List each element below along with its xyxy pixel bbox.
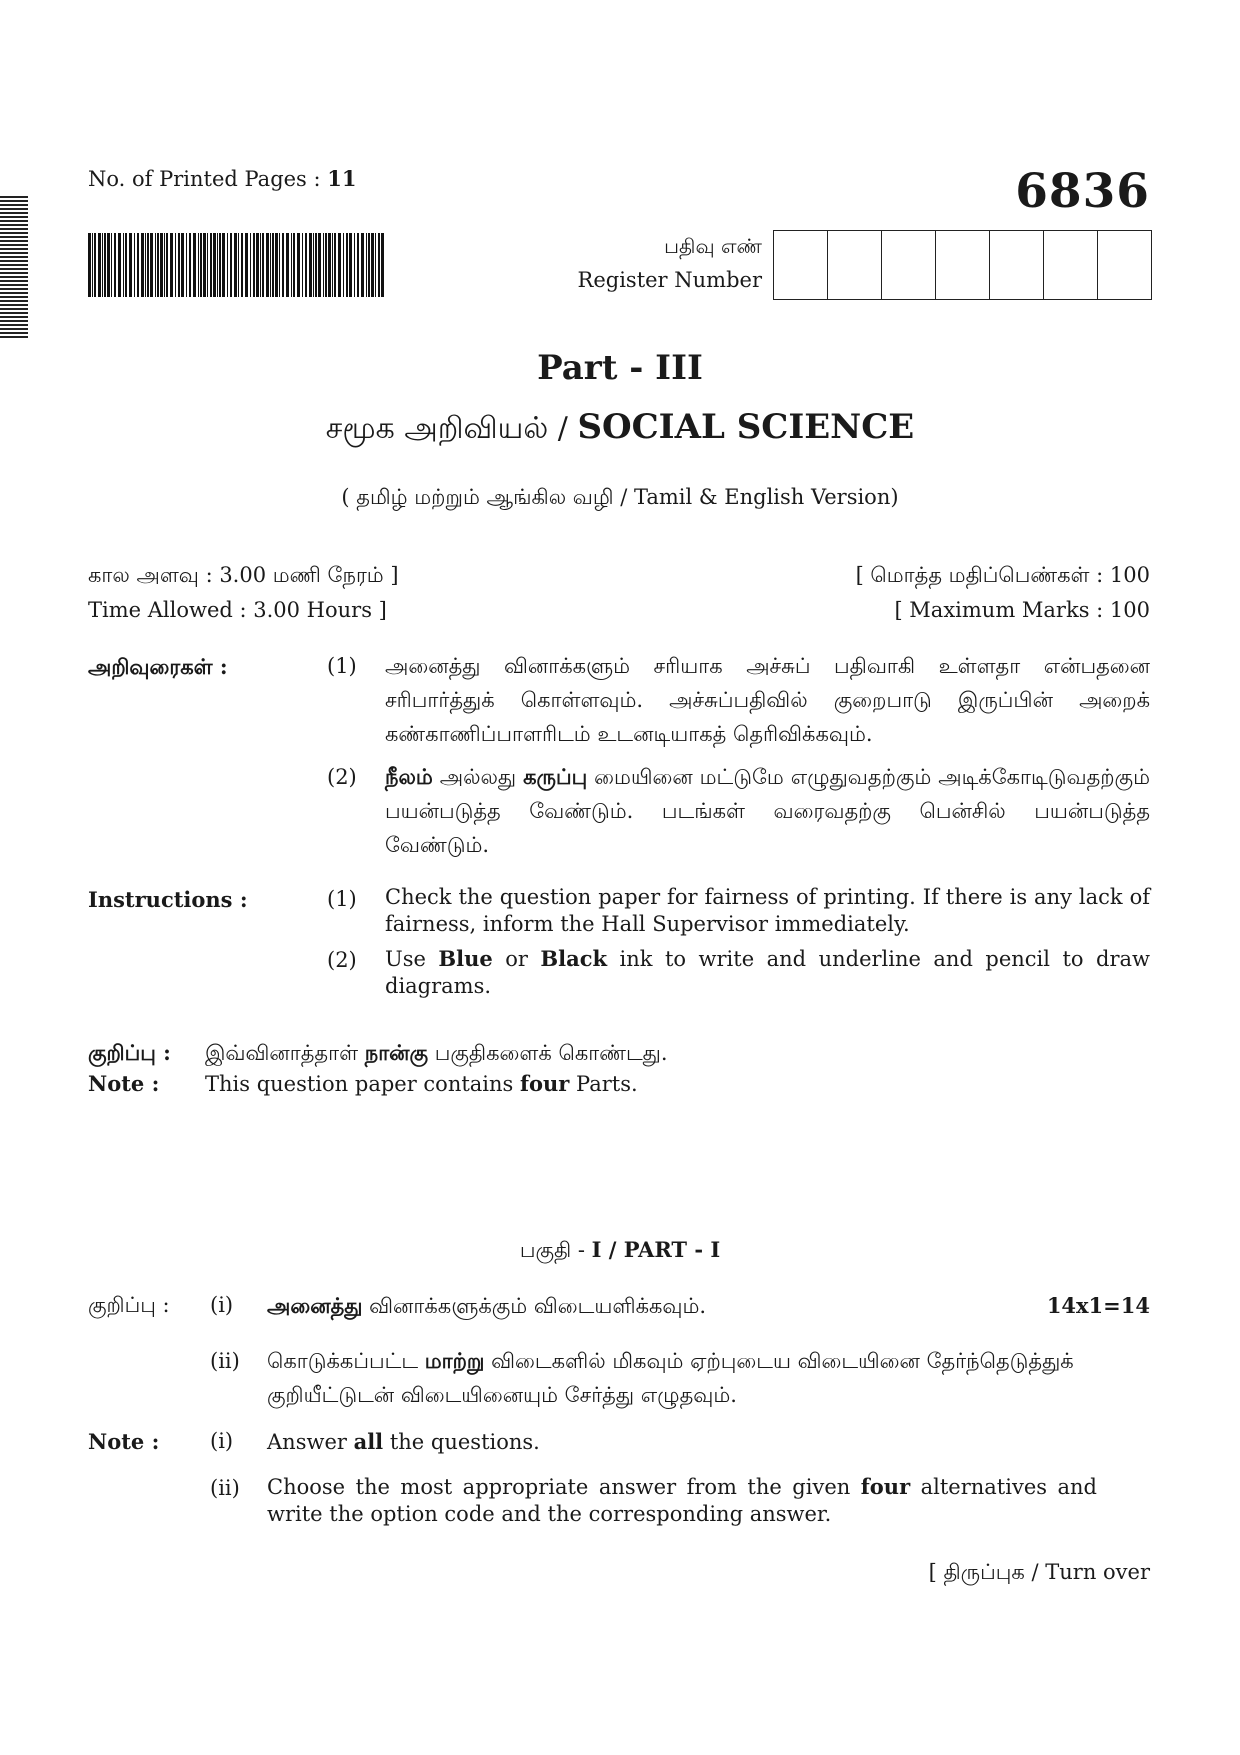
part1-text-part: கொடுக்கப்பட்ட: [267, 1349, 425, 1373]
part1-heading-english: I / PART - I: [591, 1237, 721, 1262]
ink-black-english: Black: [540, 946, 608, 971]
part-title: Part - III: [537, 348, 703, 388]
maximum-marks-tamil: [ மொத்த மதிப்பெண்கள் : 100: [855, 563, 1150, 587]
note-bold-word: நான்கு: [364, 1040, 429, 1065]
register-digit-box: [936, 231, 990, 299]
part1-bold-word: மாற்று: [424, 1348, 485, 1373]
part1-bold-word: four: [860, 1474, 911, 1499]
part1-marks: 14x1=14: [1046, 1293, 1150, 1318]
instructions-label-tamil: அறிவுரைகள் :: [88, 654, 228, 679]
note-text-tamil: [205, 1040, 668, 1068]
barcode-image: [88, 233, 386, 297]
register-digit-box: [1044, 231, 1098, 299]
instruction-number: (2): [327, 948, 357, 972]
instruction-text-part: Use: [385, 947, 439, 971]
instructions-label-english: Instructions :: [88, 887, 248, 912]
ink-blue-tamil: நீலம்: [385, 764, 433, 789]
instruction-text-tamil: அனைத்து வினாக்களும் சரியாக அச்சுப் பதிவாகி உள்ளதா என்பதனை சரிபார்த்துக் கொள்ளவும். அச்சுப்பதிவில் குறைபாடு இருப்பின் அறைக் கண்காணிப்பாளரிடம் உடனடியாகத் தெரிவிக்கவும்.: [385, 654, 1150, 746]
note-label-tamil: குறிப்பு :: [88, 1040, 171, 1065]
part1-item-number: (ii): [210, 1349, 240, 1373]
part1-item-text-english: [267, 1473, 1097, 1528]
part1-text-part: alternatives and write the option code and the corresponding answer.: [267, 1475, 1097, 1526]
register-digit-box: [990, 231, 1044, 299]
note-text-english: [205, 1071, 638, 1096]
instruction-number: (1): [327, 887, 357, 911]
part1-text-part: விடைகளில் மிகவும் ஏற்புடைய விடையினை தேர்ந்தெடுத்துக் குறியீட்டுடன் விடையினையும் சேர்த்து எழுதவும்.: [267, 1349, 1074, 1407]
register-digit-box: [882, 231, 936, 299]
part1-heading: [0, 1237, 1240, 1265]
part1-bold-word: அனைத்து: [267, 1293, 363, 1318]
register-digit-box: [774, 231, 828, 299]
maximum-marks-english: [ Maximum Marks : 100: [894, 598, 1150, 622]
ink-blue-english: Blue: [438, 946, 493, 971]
instruction-text-english: [385, 945, 1150, 1000]
register-number-boxes: [773, 230, 1152, 300]
instruction-number: (2): [327, 765, 357, 789]
part1-item-text-english: [267, 1429, 540, 1454]
part1-item-number: (i): [210, 1429, 234, 1453]
instruction-text-tamil: [385, 760, 1150, 862]
turn-over: [ திருப்புக / Turn over: [928, 1560, 1150, 1584]
version-line: ( தமிழ் மற்றும் ஆங்கில வழி / Tamil & English Version): [341, 485, 899, 509]
subject-title-tamil: சமூக அறிவியல் /: [325, 411, 578, 446]
part1-item-number: (i): [210, 1293, 234, 1317]
instruction-text-part: அல்லது: [432, 765, 524, 789]
part1-item-text-tamil: [267, 1344, 1097, 1412]
paper-code: 6836: [1015, 164, 1150, 219]
subject-title: [0, 407, 1240, 450]
note-text-part: Parts.: [569, 1072, 638, 1096]
printed-pages-label: No. of Printed Pages :: [88, 167, 328, 191]
side-registration-marks: [0, 196, 28, 342]
part1-item-number: (ii): [210, 1476, 240, 1500]
note-label-english: Note :: [88, 1071, 160, 1096]
instruction-text-part: ink to write and underline and pencil to draw diagrams.: [385, 947, 1150, 998]
instruction-text-part: மையினை மட்டுமே எழுதுவதற்கும் அடிக்கோடிடுவதற்கும் பயன்படுத்த வேண்டும். படங்கள் வரைவதற்கு பென்சில் பயன்படுத்த வேண்டும்.: [385, 765, 1150, 857]
part1-bold-word: all: [353, 1429, 384, 1454]
part1-item-text-tamil: [267, 1293, 706, 1321]
time-allowed-english: Time Allowed : 3.00 Hours ]: [88, 598, 387, 622]
register-digit-box: [1098, 231, 1151, 299]
note-text-part: This question paper contains: [205, 1072, 520, 1096]
part1-note-label-tamil: குறிப்பு :: [88, 1293, 170, 1317]
part1-heading-tamil: பகுதி -: [519, 1238, 592, 1262]
register-label-english: Register Number: [577, 268, 762, 292]
part1-text-part: the questions.: [383, 1430, 540, 1454]
ink-black-tamil: கருப்பு: [523, 764, 588, 789]
part1-text-part: Choose the most appropriate answer from the given: [267, 1475, 861, 1499]
register-digit-box: [828, 231, 882, 299]
note-text-part: பகுதிகளைக் கொண்டது.: [428, 1041, 668, 1065]
subject-title-english: SOCIAL SCIENCE: [577, 407, 915, 447]
register-label-tamil: பதிவு எண்: [664, 234, 762, 258]
instruction-text-part: or: [492, 947, 541, 971]
instruction-number: (1): [327, 654, 357, 678]
printed-pages: [88, 166, 357, 191]
part1-text-part: Answer: [267, 1430, 354, 1454]
part1-text-part: வினாக்களுக்கும் விடையளிக்கவும்.: [362, 1294, 707, 1318]
time-allowed-tamil: கால அளவு : 3.00 மணி நேரம் ]: [88, 563, 399, 587]
part1-note-label-english: Note :: [88, 1429, 160, 1454]
note-text-part: இவ்வினாத்தாள்: [205, 1041, 365, 1065]
printed-pages-value: 11: [327, 166, 357, 191]
note-bold-word: four: [520, 1071, 570, 1096]
instruction-text-english: Check the question paper for fairness of printing. If there is any lack of fairness, inform the Hall Supervisor immediately.: [385, 885, 1150, 936]
